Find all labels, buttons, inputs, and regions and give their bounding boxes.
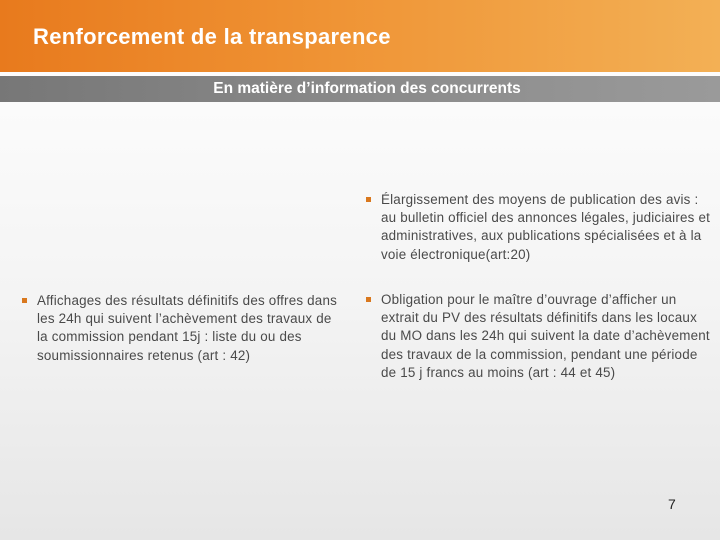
- square-bullet-icon: [22, 298, 27, 303]
- subtitle-bar: [0, 76, 720, 102]
- bullet-text: Élargissement des moyens de publication des avis : au bulletin officiel des annonces légales, judiciaires et administratives, aux publications spécialisées et à la voie électronique(art:20): [381, 192, 711, 262]
- square-bullet-icon: [366, 197, 371, 202]
- slide-title: Renforcement de la transparence: [33, 24, 391, 49]
- bullet-item-left: [22, 292, 342, 365]
- slide-subtitle: En matière d’information des concurrents: [213, 80, 521, 97]
- bullet-text: Affichages des résultats définitifs des offres dans les 24h qui suivent l’achèvement des travaux de la commission pendant 15j : liste du ou des soumissionnaires retenus (art : 42): [37, 293, 338, 363]
- page-number: 7: [668, 496, 676, 512]
- bullet-item-right-1: [366, 191, 716, 264]
- title-bar: [0, 0, 720, 72]
- square-bullet-icon: [366, 297, 371, 302]
- bullet-item-right-2: [366, 291, 716, 382]
- bullet-text: Obligation pour le maître d’ouvrage d’afficher un extrait du PV des résultats définitifs dans les locaux du MO dans les 24h qui suivent la date d’achèvement des travaux de la commission, pendant une période de 15 j francs au moins (art : 44 et 45): [381, 292, 710, 380]
